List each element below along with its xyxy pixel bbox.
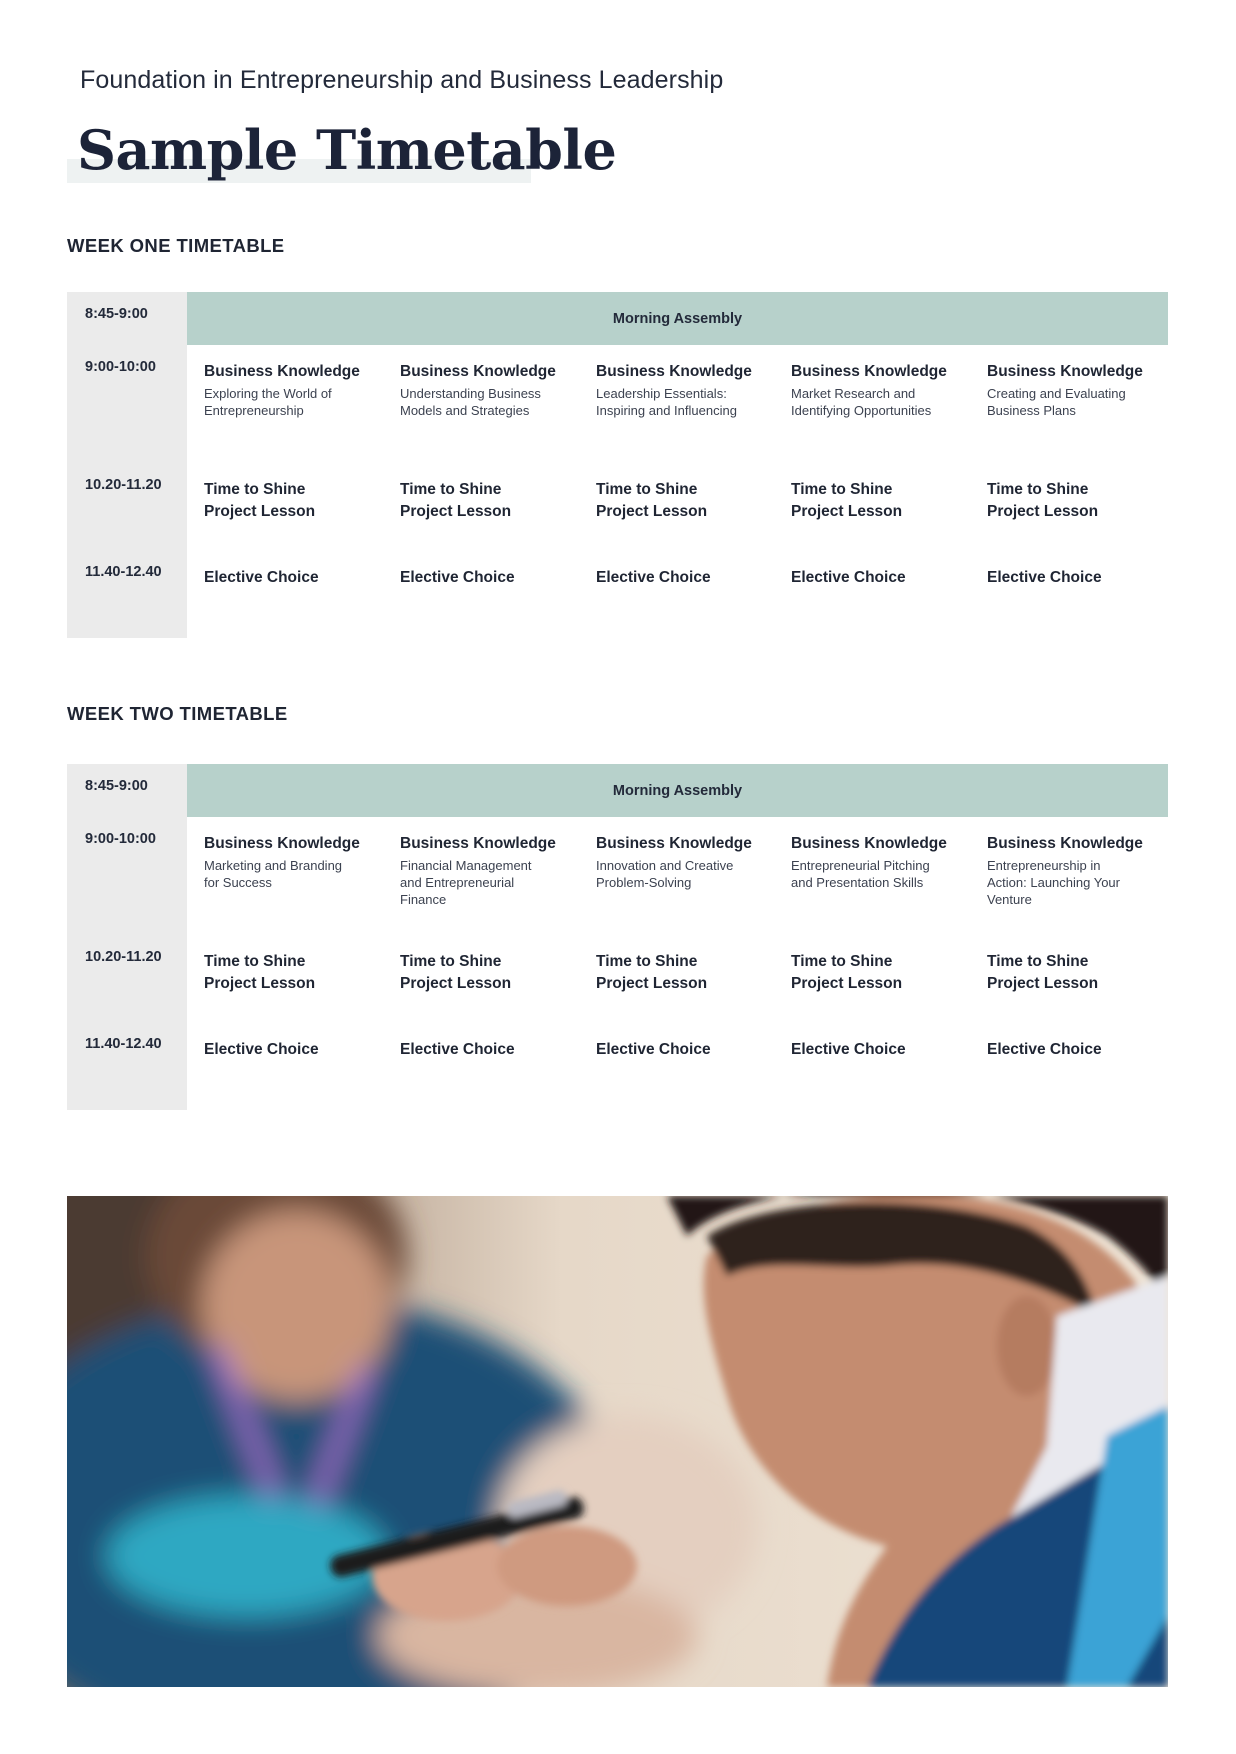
shine-title: Time to Shine [987,953,1089,970]
session-topic-line: Entrepreneurship [204,403,304,418]
shine-subtitle: Project Lesson [400,503,512,520]
time-to-shine-session [791,951,971,995]
elective-label: Elective Choice [791,1041,906,1058]
time-to-shine-session [987,951,1167,995]
session-title: Business Knowledge [791,363,947,380]
shine-subtitle: Project Lesson [987,503,1099,520]
session-topic-line: and Presentation Skills [791,875,924,890]
elective-label: Elective Choice [596,569,711,586]
elective-label: Elective Choice [987,1041,1102,1058]
morning-assembly-bar: Morning Assembly [187,292,1168,345]
session-topic-line: Venture [987,892,1032,907]
business-knowledge-session [400,361,580,420]
elective-choice-session [400,567,580,589]
time-slot: 11.40-12.40 [85,1036,162,1052]
session-topic-line: Creating and Evaluating [987,386,1126,401]
document-subtitle: Foundation in Entrepreneurship and Business Leadership [80,66,724,94]
time-slot: 9:00-10:00 [85,831,156,847]
session-topic-line: Leadership Essentials: [596,386,727,401]
shine-title: Time to Shine [987,481,1089,498]
session-topic-line: Identifying Opportunities [791,403,932,418]
session-topic-line: Entrepreneurial Pitching [791,858,930,873]
time-to-shine-session [204,951,384,995]
session-title: Business Knowledge [987,363,1143,380]
time-to-shine-session [400,479,580,523]
elective-label: Elective Choice [204,1041,319,1058]
time-slot: 10.20-11.20 [85,949,162,965]
shine-subtitle: Project Lesson [596,975,708,992]
session-title: Business Knowledge [596,363,752,380]
shine-title: Time to Shine [596,481,698,498]
page-title: Sample Timetable [77,118,617,182]
session-topic-line: Finance [400,892,447,907]
session-topic-line: Financial Management [400,858,532,873]
business-knowledge-session [791,833,971,892]
elective-choice-session [791,567,971,589]
session-title: Business Knowledge [400,835,556,852]
session-title: Business Knowledge [596,835,752,852]
session-topic-line: Entrepreneurship in [987,858,1101,873]
shine-subtitle: Project Lesson [204,503,316,520]
time-slot-assembly: 8:45-9:00 [85,306,148,322]
session-title: Business Knowledge [204,363,360,380]
elective-choice-session [204,1039,384,1061]
shine-subtitle: Project Lesson [791,503,903,520]
session-topic-line: Understanding Business [400,386,541,401]
business-knowledge-session [400,833,580,909]
time-column [67,292,187,638]
session-topic-line: and Entrepreneurial [400,875,515,890]
week-one-timetable [67,292,1168,638]
elective-choice-session [596,1039,776,1061]
session-topic-line: Market Research and [791,386,916,401]
shine-title: Time to Shine [596,953,698,970]
session-topic-line: Marketing and Branding [204,858,343,873]
business-knowledge-session [596,361,776,420]
time-slot: 10.20-11.20 [85,477,162,493]
elective-choice-session [791,1039,971,1061]
session-topic-line: Innovation and Creative [596,858,734,873]
session-topic-line: Problem-Solving [596,875,692,890]
shine-subtitle: Project Lesson [596,503,708,520]
elective-choice-session [596,567,776,589]
session-topic-line: Models and Strategies [400,403,530,418]
elective-label: Elective Choice [596,1041,711,1058]
students-photo [67,1196,1168,1687]
shine-title: Time to Shine [204,481,306,498]
time-slot-assembly: 8:45-9:00 [85,778,148,794]
elective-choice-session [204,567,384,589]
elective-label: Elective Choice [791,569,906,586]
shine-subtitle: Project Lesson [987,975,1099,992]
shine-title: Time to Shine [791,953,893,970]
business-knowledge-session [987,833,1167,909]
session-title: Business Knowledge [791,835,947,852]
time-to-shine-session [791,479,971,523]
shine-title: Time to Shine [204,953,306,970]
time-to-shine-session [596,479,776,523]
time-to-shine-session [400,951,580,995]
elective-label: Elective Choice [400,569,515,586]
shine-title: Time to Shine [400,481,502,498]
business-knowledge-session [204,361,384,420]
elective-choice-session [987,1039,1167,1061]
time-to-shine-session [596,951,776,995]
shine-subtitle: Project Lesson [791,975,903,992]
elective-choice-session [400,1039,580,1061]
morning-assembly-bar: Morning Assembly [187,764,1168,817]
session-title: Business Knowledge [204,835,360,852]
session-title: Business Knowledge [400,363,556,380]
students-photo-illustration [67,1196,1168,1687]
session-topic-line: Inspiring and Influencing [596,403,737,418]
business-knowledge-session [596,833,776,892]
time-to-shine-session [987,479,1167,523]
shine-subtitle: Project Lesson [400,975,512,992]
session-title: Business Knowledge [987,835,1143,852]
business-knowledge-session [204,833,384,892]
time-slot: 11.40-12.40 [85,564,162,580]
business-knowledge-session [987,361,1167,420]
week-two-timetable [67,764,1168,1110]
shine-title: Time to Shine [791,481,893,498]
session-topic-line: for Success [204,875,272,890]
week-one-heading: WEEK ONE TIMETABLE [67,235,285,256]
elective-choice-session [987,567,1167,589]
shine-title: Time to Shine [400,953,502,970]
session-topic-line: Exploring the World of [204,386,332,401]
week-two-heading: WEEK TWO TIMETABLE [67,703,288,724]
time-column [67,764,187,1110]
session-topic-line: Action: Launching Your [987,875,1120,890]
time-slot: 9:00-10:00 [85,359,156,375]
business-knowledge-session [791,361,971,420]
shine-subtitle: Project Lesson [204,975,316,992]
elective-label: Elective Choice [987,569,1102,586]
time-to-shine-session [204,479,384,523]
session-topic-line: Business Plans [987,403,1076,418]
elective-label: Elective Choice [400,1041,515,1058]
elective-label: Elective Choice [204,569,319,586]
